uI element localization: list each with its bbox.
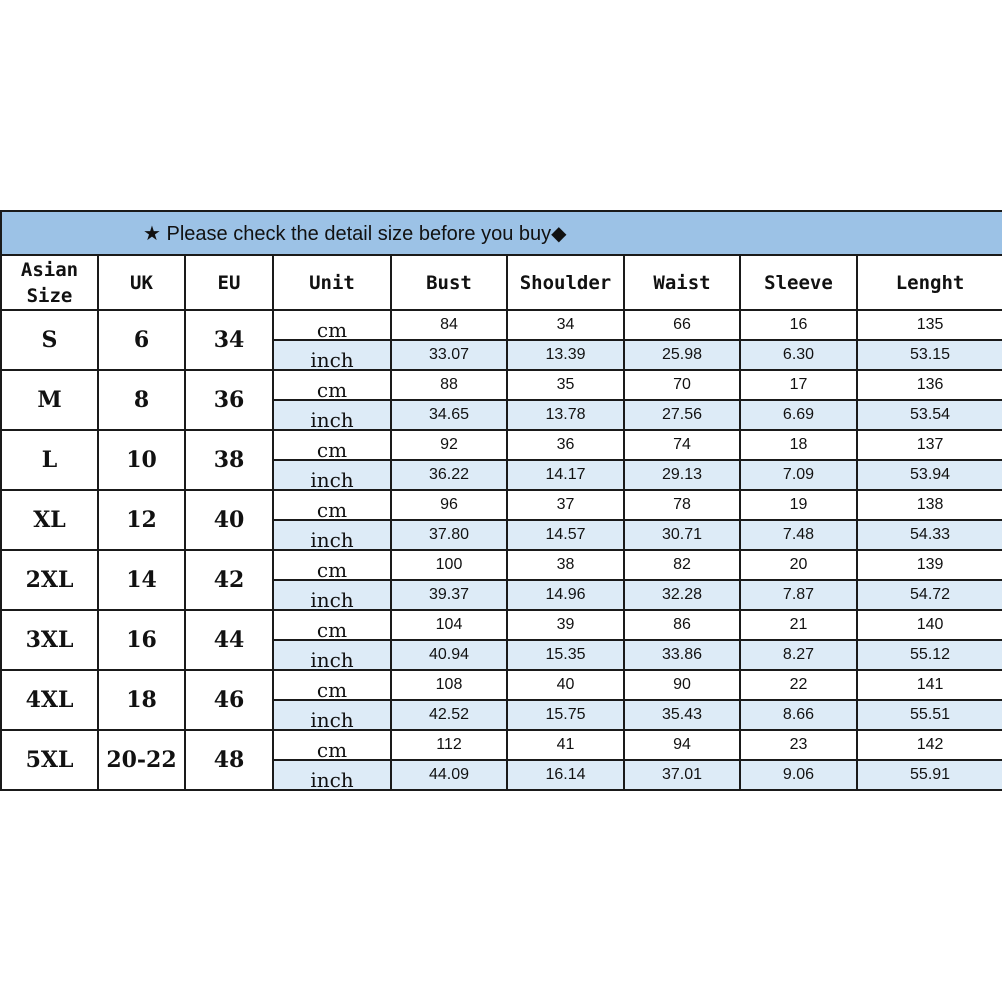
- measurement-cell: 74: [624, 430, 740, 460]
- unit-cell: [273, 430, 391, 460]
- unit-cell: [273, 460, 391, 490]
- header-waist: Waist: [624, 255, 740, 310]
- unit-cell: [273, 610, 391, 640]
- unit-label: inch: [310, 348, 354, 370]
- unit-cell: [273, 640, 391, 670]
- size-asian-cell: S: [1, 310, 98, 370]
- unit-label: cm: [316, 318, 348, 340]
- measurement-cell: 135: [857, 310, 1002, 340]
- measurement-cell: 100: [391, 550, 507, 580]
- unit-cell: [273, 730, 391, 760]
- measurement-cell: 16: [740, 310, 857, 340]
- table-row: [1, 430, 1002, 460]
- measurement-cell: 16.14: [507, 760, 624, 790]
- size-uk-cell: 14: [98, 550, 185, 610]
- measurement-cell: 88: [391, 370, 507, 400]
- measurement-cell: 17: [740, 370, 857, 400]
- size-eu-cell: 34: [185, 310, 273, 370]
- measurement-cell: 23: [740, 730, 857, 760]
- measurement-cell: 44.09: [391, 760, 507, 790]
- unit-label: cm: [316, 678, 348, 700]
- measurement-cell: 53.15: [857, 340, 1002, 370]
- measurement-cell: 112: [391, 730, 507, 760]
- size-eu-cell: 38: [185, 430, 273, 490]
- table-row: [1, 370, 1002, 400]
- measurement-cell: 22: [740, 670, 857, 700]
- measurement-cell: 55.51: [857, 700, 1002, 730]
- measurement-cell: 70: [624, 370, 740, 400]
- unit-cell: [273, 700, 391, 730]
- measurement-cell: 33.07: [391, 340, 507, 370]
- unit-label: cm: [316, 438, 348, 460]
- measurement-cell: 37: [507, 490, 624, 520]
- notice-banner: [1, 211, 1002, 255]
- unit-cell: [273, 520, 391, 550]
- measurement-cell: 55.91: [857, 760, 1002, 790]
- measurement-cell: 78: [624, 490, 740, 520]
- header-unit: Unit: [273, 255, 391, 310]
- size-eu-cell: 46: [185, 670, 273, 730]
- header-length: Lenght: [857, 255, 1002, 310]
- unit-label: inch: [310, 588, 354, 610]
- unit-cell: [273, 490, 391, 520]
- measurement-cell: 29.13: [624, 460, 740, 490]
- measurement-cell: 82: [624, 550, 740, 580]
- measurement-cell: 33.86: [624, 640, 740, 670]
- table-row: [1, 550, 1002, 580]
- unit-cell: [273, 340, 391, 370]
- measurement-cell: 27.56: [624, 400, 740, 430]
- unit-cell: [273, 310, 391, 340]
- measurement-cell: 35.43: [624, 700, 740, 730]
- measurement-cell: 37.01: [624, 760, 740, 790]
- size-asian-cell: 4XL: [1, 670, 98, 730]
- unit-cell: [273, 580, 391, 610]
- measurement-cell: 6.30: [740, 340, 857, 370]
- measurement-cell: 90: [624, 670, 740, 700]
- unit-label: cm: [316, 558, 348, 580]
- header-shoulder: Shoulder: [507, 255, 624, 310]
- size-uk-cell: 20-22: [98, 730, 185, 790]
- measurement-cell: 35: [507, 370, 624, 400]
- measurement-cell: 138: [857, 490, 1002, 520]
- measurement-cell: 108: [391, 670, 507, 700]
- measurement-cell: 37.80: [391, 520, 507, 550]
- measurement-cell: 13.39: [507, 340, 624, 370]
- measurement-cell: 40: [507, 670, 624, 700]
- measurement-cell: 36: [507, 430, 624, 460]
- size-asian-cell: M: [1, 370, 98, 430]
- measurement-cell: 36.22: [391, 460, 507, 490]
- unit-label: inch: [310, 528, 354, 550]
- size-uk-cell: 16: [98, 610, 185, 670]
- table-row: [1, 730, 1002, 760]
- measurement-cell: 8.66: [740, 700, 857, 730]
- measurement-cell: 32.28: [624, 580, 740, 610]
- size-eu-cell: 36: [185, 370, 273, 430]
- unit-label: inch: [310, 708, 354, 730]
- size-uk-cell: 18: [98, 670, 185, 730]
- measurement-cell: 137: [857, 430, 1002, 460]
- measurement-cell: 40.94: [391, 640, 507, 670]
- measurement-cell: 38: [507, 550, 624, 580]
- measurement-cell: 86: [624, 610, 740, 640]
- measurement-cell: 53.94: [857, 460, 1002, 490]
- measurement-cell: 7.87: [740, 580, 857, 610]
- measurement-cell: 30.71: [624, 520, 740, 550]
- measurement-cell: 7.48: [740, 520, 857, 550]
- measurement-cell: 66: [624, 310, 740, 340]
- table-row: [1, 310, 1002, 340]
- size-uk-cell: 6: [98, 310, 185, 370]
- size-eu-cell: 48: [185, 730, 273, 790]
- size-asian-cell: XL: [1, 490, 98, 550]
- measurement-cell: 15.35: [507, 640, 624, 670]
- measurement-cell: 20: [740, 550, 857, 580]
- measurement-cell: 14.17: [507, 460, 624, 490]
- header-sleeve: Sleeve: [740, 255, 857, 310]
- table-row: [1, 670, 1002, 700]
- size-asian-cell: 2XL: [1, 550, 98, 610]
- size-asian-cell: 3XL: [1, 610, 98, 670]
- measurement-cell: 39.37: [391, 580, 507, 610]
- measurement-cell: 136: [857, 370, 1002, 400]
- size-eu-cell: 44: [185, 610, 273, 670]
- size-eu-cell: 40: [185, 490, 273, 550]
- unit-label: cm: [316, 738, 348, 760]
- header-asian-size: Asian Size: [1, 255, 98, 310]
- header-bust: Bust: [391, 255, 507, 310]
- unit-label: cm: [316, 498, 348, 520]
- size-uk-cell: 12: [98, 490, 185, 550]
- measurement-cell: 55.12: [857, 640, 1002, 670]
- measurement-cell: 7.09: [740, 460, 857, 490]
- header-uk: UK: [98, 255, 185, 310]
- unit-label: inch: [310, 408, 354, 430]
- measurement-cell: 140: [857, 610, 1002, 640]
- unit-cell: [273, 550, 391, 580]
- size-uk-cell: 8: [98, 370, 185, 430]
- table-row: [1, 490, 1002, 520]
- measurement-cell: 54.72: [857, 580, 1002, 610]
- measurement-cell: 9.06: [740, 760, 857, 790]
- header-row: [1, 255, 1002, 310]
- measurement-cell: 13.78: [507, 400, 624, 430]
- unit-cell: [273, 670, 391, 700]
- measurement-cell: 18: [740, 430, 857, 460]
- measurement-cell: 96: [391, 490, 507, 520]
- measurement-cell: 34: [507, 310, 624, 340]
- measurement-cell: 39: [507, 610, 624, 640]
- measurement-cell: 94: [624, 730, 740, 760]
- measurement-cell: 15.75: [507, 700, 624, 730]
- size-asian-cell: 5XL: [1, 730, 98, 790]
- unit-cell: [273, 400, 391, 430]
- size-chart-table: [0, 210, 1002, 791]
- measurement-cell: 8.27: [740, 640, 857, 670]
- measurement-cell: 104: [391, 610, 507, 640]
- measurement-cell: 142: [857, 730, 1002, 760]
- measurement-cell: 14.57: [507, 520, 624, 550]
- measurement-cell: 25.98: [624, 340, 740, 370]
- measurement-cell: 6.69: [740, 400, 857, 430]
- notice-text: ★ Please check the detail size before you buy◆: [143, 222, 567, 245]
- unit-label: cm: [316, 618, 348, 640]
- unit-label: inch: [310, 648, 354, 670]
- table-row: [1, 610, 1002, 640]
- measurement-cell: 141: [857, 670, 1002, 700]
- unit-label: inch: [310, 468, 354, 490]
- unit-cell: [273, 370, 391, 400]
- measurement-cell: 21: [740, 610, 857, 640]
- unit-label: cm: [316, 378, 348, 400]
- size-uk-cell: 10: [98, 430, 185, 490]
- unit-cell: [273, 760, 391, 790]
- unit-label: inch: [310, 768, 354, 790]
- size-eu-cell: 42: [185, 550, 273, 610]
- measurement-cell: 84: [391, 310, 507, 340]
- measurement-cell: 34.65: [391, 400, 507, 430]
- measurement-cell: 41: [507, 730, 624, 760]
- measurement-cell: 42.52: [391, 700, 507, 730]
- measurement-cell: 54.33: [857, 520, 1002, 550]
- measurement-cell: 53.54: [857, 400, 1002, 430]
- measurement-cell: 92: [391, 430, 507, 460]
- measurement-cell: 14.96: [507, 580, 624, 610]
- size-asian-cell: L: [1, 430, 98, 490]
- measurement-cell: 19: [740, 490, 857, 520]
- measurement-cell: 139: [857, 550, 1002, 580]
- header-eu: EU: [185, 255, 273, 310]
